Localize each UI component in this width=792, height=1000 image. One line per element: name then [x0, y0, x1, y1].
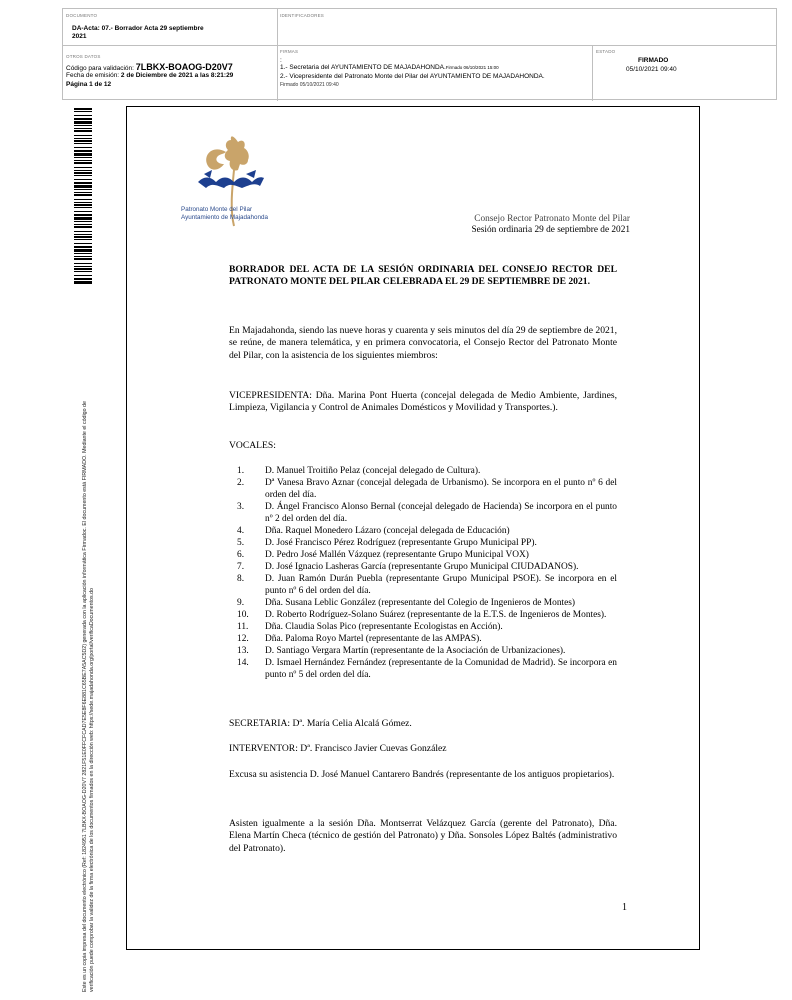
- barcode-bar: [74, 243, 92, 244]
- list-item-text: D. Ismael Hernández Fernández (representante de la Comunidad de Madrid). Se incorpora en punto nº 5 del orden del día.: [265, 658, 617, 680]
- identificadores-caption: IDENTIFICADORES: [280, 13, 325, 18]
- list-item-text: D. Santiago Vergara Martín (representante de la Asociación de Urbanizaciones).: [265, 646, 566, 656]
- fecha-emision: [66, 72, 233, 80]
- list-item-number: 14.: [237, 658, 249, 668]
- list-item-number: 10.: [237, 610, 249, 620]
- stamp-divider: [592, 45, 593, 101]
- list-item-number: 2.: [237, 478, 245, 488]
- list-item: [229, 501, 617, 525]
- documento-title: [72, 25, 204, 41]
- barcode-bar: [74, 189, 92, 190]
- list-item-text: Dña. Susana Leblic González (representante del Colegio de Ingenieros de Montes): [265, 598, 576, 608]
- barcode-bar: [74, 224, 92, 225]
- list-item: [229, 609, 617, 621]
- barcode-bar: [74, 167, 92, 168]
- vicepresidenta-paragraph: VICEPRESIDENTA: Dña. Marina Pont Huerta (concejal delegada de Medio Ambiente, Jardines, Limpieza, Vigilancia y Control de Animales Domésticos y Movilidad y Transportes.).: [229, 390, 617, 414]
- barcode-bar: [74, 258, 92, 260]
- barcode-bar: [74, 199, 92, 200]
- barcode-bar: [74, 170, 92, 171]
- list-item-text: Dª Vanesa Bravo Aznar (concejal delegada de Urbanismo). Se incorpora en el punto nº 6 del orden del día.: [265, 478, 617, 500]
- barcode-bar: [74, 115, 92, 116]
- barcode-bar: [74, 185, 92, 188]
- logo-caption-line1: Patronato Monte del Pilar: [181, 206, 253, 213]
- list-item-text: D. Ángel Francisco Alonso Bernal (concejal delegado de Hacienda) Se incorpora en el punto nº 2 del orden del día.: [265, 502, 617, 524]
- asisten-paragraph: Asisten igualmente a la sesión Dña. Montserrat Velázquez García (gerente del Patronato), Dña. Elena Martín Checa (técnico de gestión del Patronato) y Dña. Sonsoles López Baltés (administrativo del Patronato).: [229, 818, 617, 854]
- barcode-bar: [74, 236, 92, 238]
- list-item-number: 7.: [237, 562, 245, 572]
- vocales-list: [229, 465, 617, 681]
- session-header-line2: Sesión ordinaria 29 de septiembre de 2021: [471, 225, 630, 235]
- barcode-bar: [74, 271, 92, 272]
- barcode-bar: [74, 135, 92, 136]
- list-item-text: Dña. Raquel Monedero Lázaro (concejal delegada de Educación): [265, 526, 510, 536]
- excusa-paragraph: Excusa su asistencia D. José Manuel Cantarero Bandrés (representante de los antiguos propietarios).: [229, 769, 615, 780]
- barcode-bar: [74, 281, 92, 284]
- firma-1-text: 1.- Secretaria del AYUNTAMIENTO DE MAJADAHONDA.: [280, 64, 446, 71]
- list-item-number: 12.: [237, 634, 249, 644]
- barcode-bar: [74, 130, 92, 132]
- vocales-heading: VOCALES:: [229, 440, 276, 451]
- firmas-colon: :: [280, 57, 282, 64]
- barcode-bar: [74, 128, 92, 129]
- list-item: [229, 657, 617, 681]
- list-item-number: 11.: [237, 622, 249, 632]
- firma-2-text: 2.- Vicepresidente del Patronato Monte del Pilar del AYUNTAMIENTO DE MAJADAHONDA.: [280, 73, 545, 80]
- waves-icon: [198, 177, 264, 188]
- barcode-bar: [74, 140, 92, 142]
- stamp-divider: [63, 45, 776, 46]
- estado-caption: ESTADO: [596, 49, 616, 54]
- barcode-bar: [74, 192, 92, 193]
- list-item-text: D. Manuel Troitiño Pelaz (concejal delegado de Cultura).: [265, 466, 481, 476]
- list-item-number: 1.: [237, 466, 245, 476]
- list-item-number: 6.: [237, 550, 245, 560]
- barcode-bar: [74, 157, 92, 158]
- list-item: [229, 633, 617, 645]
- barcode-bar: [74, 108, 92, 110]
- squirrel-tail-icon: [206, 149, 226, 169]
- firma-2-date: Firmado 05/10/2021 09:40: [280, 82, 339, 88]
- squirrel-body-icon: [225, 136, 249, 170]
- list-item-text: D. Pedro José Mallén Vázquez (representante Grupo Municipal VOX): [265, 550, 529, 560]
- barcode-bar: [74, 266, 92, 267]
- fecha-label: Fecha de emisión:: [66, 72, 121, 79]
- barcode-bar: [74, 202, 92, 203]
- intro-paragraph: En Majadahonda, siendo las nueve horas y cuarenta y seis minutos del día 29 de septiembre de 2021, se reúne, de manera telemática, y en primera convocatoria, el Consejo Rector del Patronato Monte del Pilar, con la asistencia de los siguientes miembros:: [229, 325, 617, 361]
- list-item-text: Dña. Paloma Royo Martel (representante de las AMPAS).: [265, 634, 482, 644]
- barcode-bar: [74, 249, 92, 252]
- fecha-value: 2 de Diciembre de 2021 a las 8:21:29: [120, 72, 234, 79]
- logo-caption: [181, 206, 268, 221]
- barcode-bar: [74, 172, 92, 174]
- list-item-text: D. José Ignacio Lasheras García (representante Grupo Municipal CIUDADANOS).: [265, 562, 579, 572]
- barcode-bar: [74, 253, 92, 254]
- signature-stamp-header: [62, 8, 777, 100]
- list-item-number: 3.: [237, 502, 245, 512]
- pagina-count: Página 1 de 12: [66, 81, 112, 88]
- side-verification-text: [82, 401, 96, 992]
- list-item: [229, 465, 617, 477]
- barcode-bar: [74, 217, 92, 220]
- list-item: [229, 525, 617, 537]
- list-item-text: D. José Francisco Pérez Rodríguez (representante Grupo Municipal PP).: [265, 538, 537, 548]
- barcode-bar: [74, 239, 92, 240]
- barcode-bar: [74, 175, 92, 176]
- documento-caption: DOCUMENTO: [66, 13, 98, 18]
- barcode-bar: [74, 256, 92, 257]
- firma-1-date: Firmado 06/10/2021 15:00: [445, 65, 499, 70]
- list-item-number: 4.: [237, 526, 245, 536]
- barcode-bar: [74, 153, 92, 156]
- list-item: [229, 573, 617, 597]
- barcode-bar: [74, 147, 92, 148]
- list-item-text: D. Juan Ramón Durán Puebla (representante Grupo Municipal PSOE). Se incorpora en el punto nº 6 del orden del día.: [265, 574, 617, 596]
- barcode-bar: [74, 275, 92, 276]
- waves-accent-icon: [204, 170, 256, 178]
- barcode-bar: [74, 268, 92, 270]
- secretaria-line: SECRETARIA: Dª. María Celia Alcalá Gómez.: [229, 718, 412, 729]
- barcode-bar: [74, 118, 92, 120]
- barcode-bar: [74, 143, 92, 144]
- barcode-bar: [74, 234, 92, 235]
- barcode-bar: [74, 160, 92, 161]
- session-header: [380, 214, 630, 236]
- list-item: [229, 561, 617, 573]
- list-item-number: 9.: [237, 598, 245, 608]
- session-header-line1: Consejo Rector Patronato Monte del Pilar: [474, 214, 630, 224]
- estado-date: 05/10/2021 09:40: [626, 66, 677, 73]
- firmas-caption: FIRMAS: [280, 49, 299, 54]
- barcode-bar: [74, 211, 92, 212]
- list-item-number: 5.: [237, 538, 245, 548]
- barcode-bar: [74, 207, 92, 208]
- barcode-bar: [74, 204, 92, 206]
- barcode-bar: [74, 182, 92, 184]
- barcode-bar: [74, 194, 92, 196]
- documento-line1: DA-Acta: 07.- Borrador Acta 29 septiembre: [72, 25, 204, 32]
- codigo-label: Código para validación:: [66, 65, 136, 72]
- side-text-line2: verificación puede comprobar la validez de la firma electrónica de los documentos firmados en la dirección web: https://sede.majadahonda.org/portal/verificaDocumentos.do: [89, 588, 95, 992]
- list-item: [229, 597, 617, 609]
- document-title: BORRADOR DEL ACTA DE LA SESIÓN ORDINARIA DEL CONSEJO RECTOR DEL PATRONATO MONTE DEL PILAR CELEBRADA EL 29 DE SEPTIEMBRE DE 2021.: [229, 264, 617, 287]
- barcode-bar: [74, 150, 92, 152]
- barcode-bar: [74, 111, 92, 112]
- interventor-line: INTERVENTOR: Dª. Francisco Javier Cuevas González: [229, 743, 447, 754]
- list-item-number: 8.: [237, 574, 245, 584]
- list-item-number: 13.: [237, 646, 249, 656]
- barcode-bar: [74, 226, 92, 228]
- barcode-bar: [74, 231, 92, 232]
- list-item: [229, 621, 617, 633]
- list-item-text: Dña. Claudia Solas Pico (representante Ecologistas en Acción).: [265, 622, 503, 632]
- list-item: [229, 477, 617, 501]
- logo-caption-line2: Ayuntamiento de Majadahonda: [181, 213, 269, 221]
- side-text-line1: Este es un copia impresa del documento electrónico (Ref: 1824951 7LBKX-BOAOG-D20V7 2821F51E0FFCFCAD7E5E8F6E881C65BE7A5AC5D2) generada con la aplicación informática Firmadoc. El documento está FIRMADO. Mediante el código de: [82, 401, 88, 992]
- barcode-bar: [74, 246, 92, 248]
- firma-1: [280, 64, 499, 72]
- barcode-bar: [74, 221, 92, 222]
- barcode-bar: [74, 138, 92, 139]
- barcode-bar: [74, 179, 92, 180]
- estado-value: FIRMADO: [638, 57, 669, 64]
- list-item: [229, 645, 617, 657]
- stamp-divider: [277, 9, 278, 101]
- page-number: 1: [622, 902, 627, 913]
- otros-datos-caption: OTROS DATOS: [66, 54, 101, 59]
- barcode-bar: [74, 263, 92, 264]
- documento-line2: 2021: [72, 33, 87, 40]
- list-item: [229, 537, 617, 549]
- list-item: [229, 549, 617, 561]
- barcode: [74, 108, 92, 284]
- barcode-bar: [74, 125, 92, 126]
- barcode-bar: [74, 214, 92, 216]
- list-item-text: D. Roberto Rodríguez-Solano Suárez (representante de la E.T.S. de Ingenieros de Montes).: [265, 610, 607, 620]
- barcode-bar: [74, 121, 92, 124]
- barcode-bar: [74, 278, 92, 280]
- barcode-bar: [74, 162, 92, 164]
- codigo-value: 7LBKX-BOAOG-D20V7: [135, 62, 233, 72]
